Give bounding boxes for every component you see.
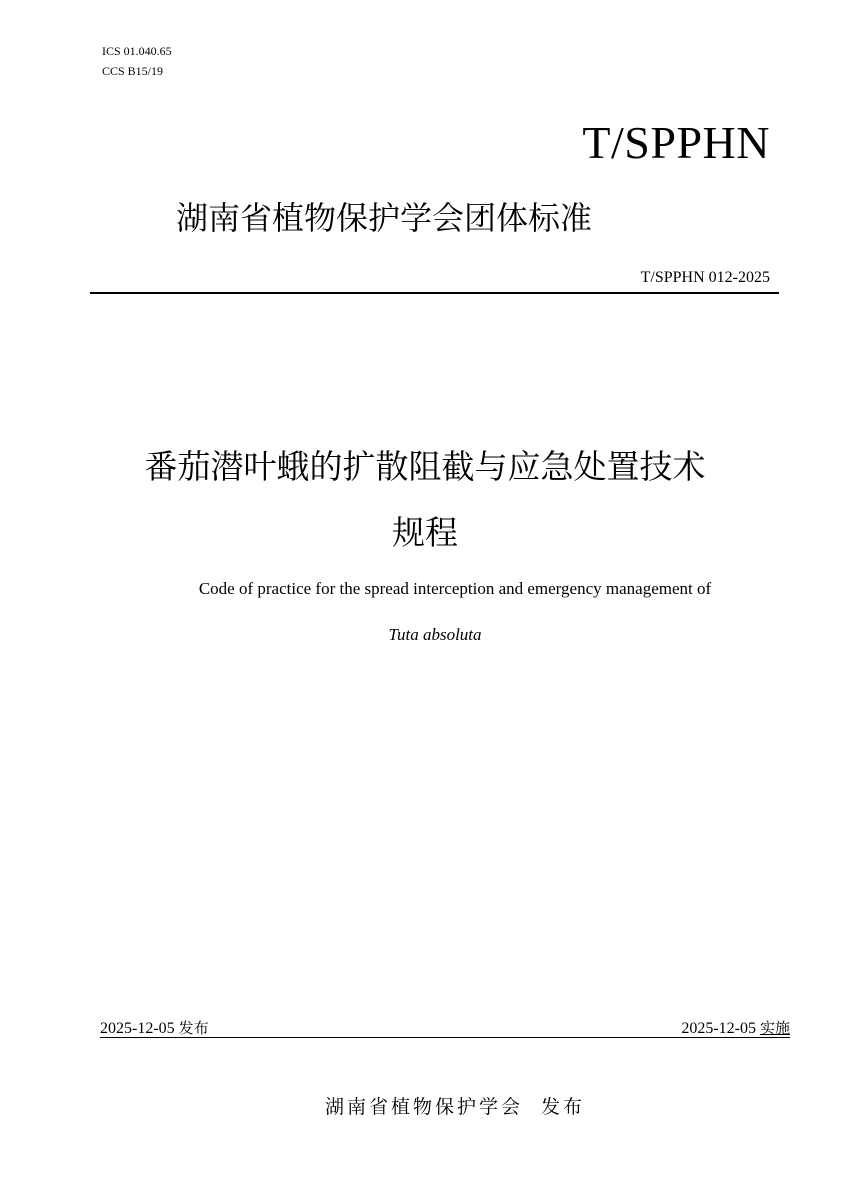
implement-label: 实施 — [759, 1019, 790, 1037]
publish-date: 2025-12-05 — [100, 1020, 175, 1037]
ics-code: ICS 01.040.65 — [102, 44, 172, 58]
ccs-code: CCS B15/19 — [102, 64, 164, 78]
document-title-line2: 规程 — [392, 513, 458, 552]
dates-divider — [100, 1037, 790, 1038]
implement-date: 2025-12-05 — [681, 1020, 756, 1037]
publish-label: 发布 — [178, 1019, 209, 1037]
publish-date-row — [100, 1018, 209, 1039]
standard-number: T/SPPHN 012-2025 — [640, 269, 770, 286]
standard-prefix: T/SPPHN — [582, 117, 770, 168]
publisher-action: 发布 — [541, 1096, 586, 1118]
org-standard-title: 湖南省植物保护学会团体标准 — [176, 199, 593, 237]
publisher-line — [0, 1094, 850, 1120]
english-title-line2: Tuta absoluta — [388, 625, 482, 644]
header-divider — [90, 292, 779, 294]
document-title-line1: 番茄潜叶蛾的扩散阻截与应急处置技术 — [144, 447, 706, 486]
implement-date-row — [681, 1018, 790, 1039]
english-title-line1: Code of practice for the spread interception and emergency management of — [198, 579, 712, 598]
publisher-org: 湖南省植物保护学会 — [324, 1096, 523, 1118]
